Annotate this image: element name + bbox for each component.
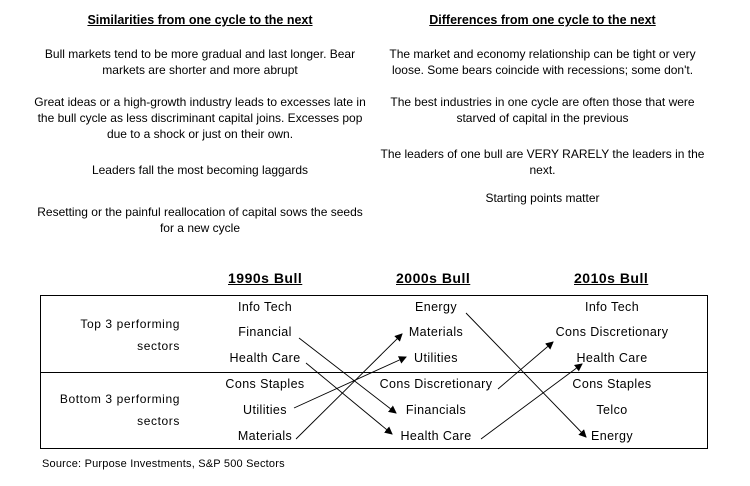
difference-point: The leaders of one bull are VERY RARELY the leaders in the next. xyxy=(380,147,705,177)
cell-2010s-top-1: Info Tech xyxy=(584,300,640,314)
cell-2010s-top-3: Health Care xyxy=(576,351,648,365)
similarity-point: Bull markets tend to be more gradual and last longer. Bear markets are shorter and more abrupt xyxy=(44,47,356,77)
difference-point: Starting points matter xyxy=(485,191,600,205)
similarity-point: Leaders fall the most becoming laggards xyxy=(91,163,309,177)
cell-1990s-top-3: Health Care xyxy=(229,351,301,365)
similarities-title: Similarities from one cycle to the next xyxy=(87,13,313,27)
cell-1990s-top-2: Financial xyxy=(238,325,292,339)
difference-point: The market and economy relationship can be tight or very loose. Some bears coincide with recessions; some don't. xyxy=(389,47,696,77)
cell-1990s-bottom-2: Utilities xyxy=(243,403,287,417)
cell-2000s-top-1: Energy xyxy=(414,300,458,314)
header-1990s: 1990s Bull xyxy=(228,270,303,286)
row-label-bottom: Bottom 3 performing sectors xyxy=(59,392,180,428)
arrow-financial-to-financials xyxy=(299,338,396,413)
differences-title: Differences from one cycle to the next xyxy=(429,13,656,27)
cell-1990s-bottom-1: Cons Staples xyxy=(225,377,305,391)
header-2010s: 2010s Bull xyxy=(574,270,649,286)
cell-2000s-bottom-1: Cons Discretionary xyxy=(379,377,493,391)
cell-1990s-bottom-3: Materials xyxy=(237,429,293,443)
arrow-healthcare-to-healthcare xyxy=(306,363,392,434)
header-2000s: 2000s Bull xyxy=(396,270,471,286)
similarity-point: Great ideas or a high-growth industry leads to excesses late in the bull cycle as less discriminant capital joins. Excesses pop due to a shock or just on their own. xyxy=(34,95,366,141)
arrow-consdisc-to-consdisc xyxy=(498,342,553,389)
cell-2010s-bottom-2: Telco xyxy=(596,403,628,417)
cell-2010s-bottom-3: Energy xyxy=(590,429,634,443)
cell-2000s-bottom-2: Financials xyxy=(405,403,467,417)
cell-2000s-top-2: Materials xyxy=(408,325,464,339)
cell-2010s-bottom-1: Cons Staples xyxy=(572,377,652,391)
cell-2000s-top-3: Utilities xyxy=(414,351,458,365)
arrow-utilities-to-utilities xyxy=(294,357,406,408)
arrow-energy-to-energy xyxy=(466,313,586,437)
cell-2000s-bottom-3: Health Care xyxy=(400,429,472,443)
cell-1990s-top-1: Info Tech xyxy=(237,300,293,314)
difference-point: The best industries in one cycle are often those that were starved of capital in the previous xyxy=(390,95,695,125)
arrow-healthcare-to-healthcare-2010s xyxy=(481,364,582,439)
similarity-point: Resetting or the painful reallocation of capital sows the seeds for a new cycle xyxy=(37,205,363,235)
cell-2010s-top-2: Cons Discretionary xyxy=(555,325,669,339)
row-label-top: Top 3 performing sectors xyxy=(80,317,180,353)
arrow-materials-to-materials xyxy=(296,334,402,439)
source-note: Source: Purpose Investments, S&P 500 Sectors xyxy=(42,458,285,470)
